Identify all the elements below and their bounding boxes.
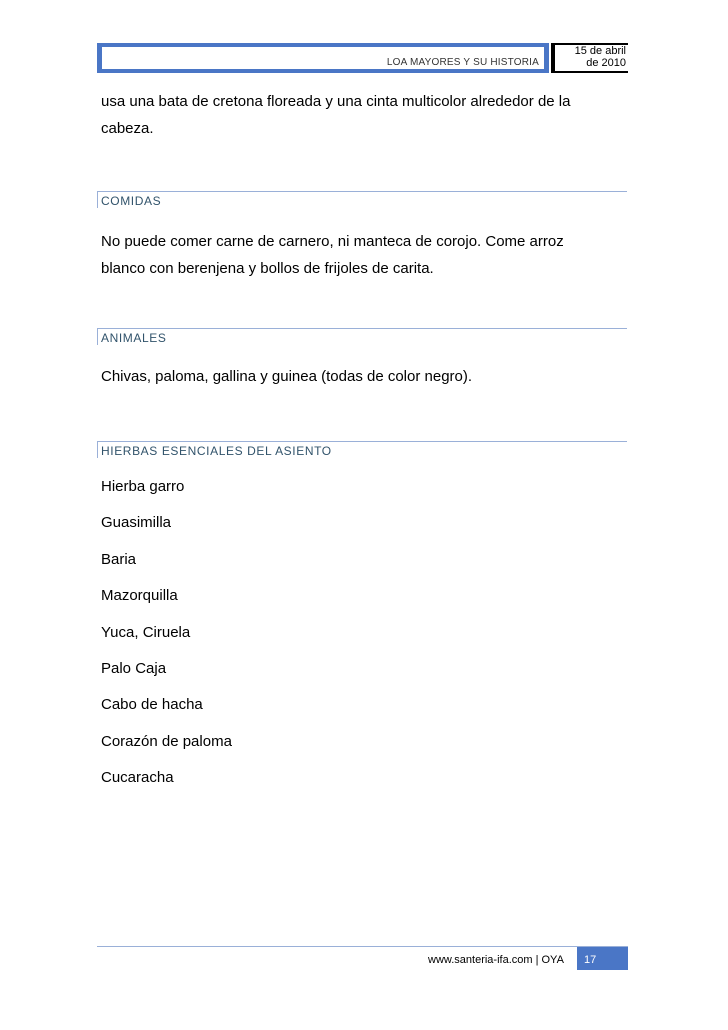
comidas-line-1: No puede comer carne de carnero, ni manteca de corojo. Come arroz bbox=[101, 233, 564, 250]
herb-item: Mazorquilla bbox=[101, 587, 178, 605]
comidas-paragraph bbox=[101, 228, 564, 282]
intro-line-2: cabeza. bbox=[101, 120, 154, 137]
section-heading-animales: ANIMALES bbox=[101, 331, 167, 345]
header-inner bbox=[102, 47, 544, 69]
header-bar bbox=[97, 43, 549, 73]
comidas-line-2: blanco con berenjena y bollos de frijoles de carita. bbox=[101, 260, 434, 277]
herb-list bbox=[101, 476, 232, 804]
footer-rule bbox=[97, 946, 628, 947]
section-rule-comidas bbox=[97, 191, 627, 192]
herb-item: Hierba garro bbox=[101, 478, 185, 495]
section-heading-comidas: COMIDAS bbox=[101, 194, 162, 208]
section-heading-hierbas: HIERBAS ESENCIALES DEL ASIENTO bbox=[101, 444, 332, 458]
header-date bbox=[555, 45, 628, 71]
herb-item: Cucaracha bbox=[101, 769, 174, 787]
herb-item: Palo Caja bbox=[101, 659, 167, 677]
footer-site: www.santeria-ifa.com | OYA bbox=[428, 954, 564, 966]
section-rule-animales bbox=[97, 328, 627, 329]
page-header bbox=[97, 43, 628, 73]
header-date-line1: 15 de abril bbox=[574, 45, 626, 57]
herb-item: Corazón de paloma bbox=[101, 732, 232, 750]
animales-paragraph bbox=[101, 363, 472, 390]
section-rule-hierbas bbox=[97, 441, 627, 442]
herb-item: Guasimilla bbox=[101, 514, 172, 532]
page-number: 17 bbox=[584, 954, 597, 966]
section-edge-hierbas bbox=[97, 441, 98, 458]
animales-line-1: Chivas, paloma, gallina y guinea (todas de color negro). bbox=[101, 368, 473, 385]
herb-item: Yuca, Ciruela bbox=[101, 623, 191, 641]
intro-line-1: usa una bata de cretona floreada y una cinta multicolor alrededor de la bbox=[101, 93, 571, 110]
header-title: LOA MAYORES Y SU HISTORIA bbox=[386, 57, 539, 68]
herb-item: Cabo de hacha bbox=[101, 696, 203, 714]
header-date-line2: de 2010 bbox=[586, 57, 626, 69]
section-edge-comidas bbox=[97, 191, 98, 208]
herb-item: Baria bbox=[101, 550, 137, 568]
section-edge-animales bbox=[97, 328, 98, 345]
intro-paragraph bbox=[101, 88, 570, 142]
